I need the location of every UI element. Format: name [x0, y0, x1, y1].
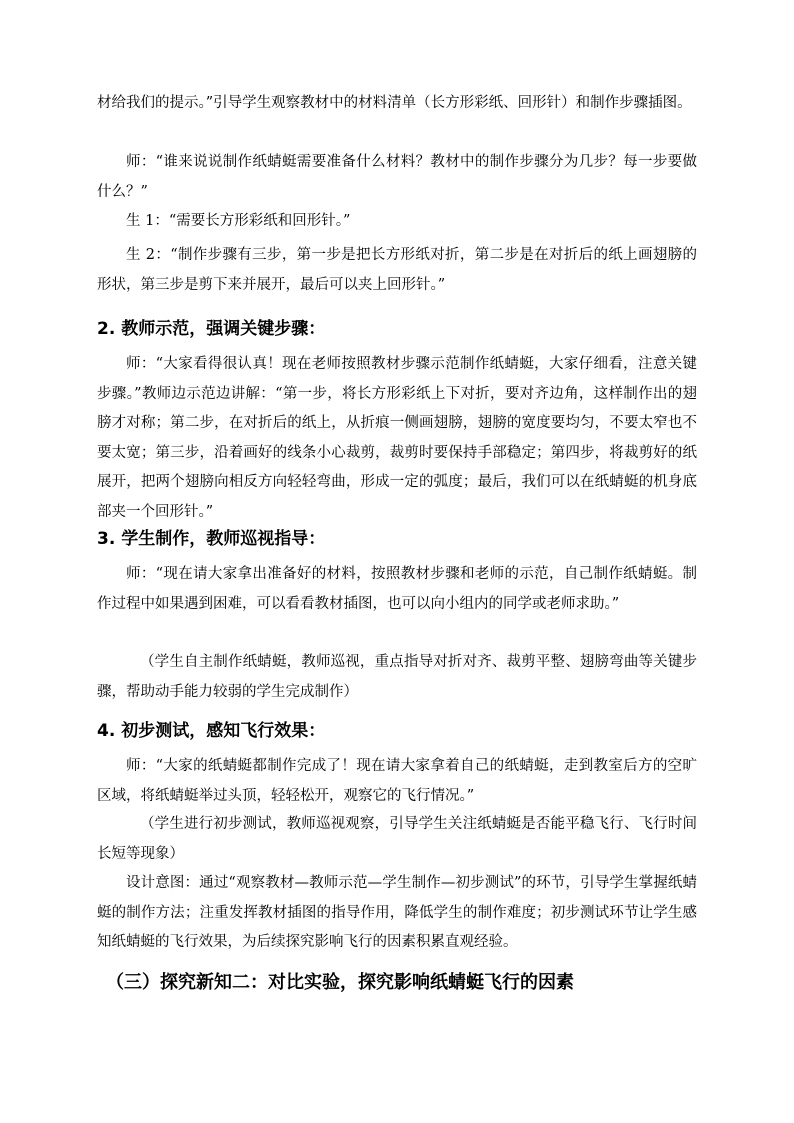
paragraph-student-making-note: （学生自主制作纸蜻蜓，教师巡视，重点指导对折对齐、裁剪平整、翅膀弯曲等关键步骤，帮助动手能力较弱的学生完成制作） [97, 654, 697, 700]
heading-initial-test: 4. 初步测试，感知飞行效果： [97, 721, 326, 741]
heading-student-making: 3. 学生制作，教师巡视指导： [97, 529, 326, 549]
paragraph-initial-test-note: （学生进行初步测试，教师巡视观察，引导学生关注纸蜻蜓是否能平稳飞行、飞行时间长短等现象） [97, 816, 697, 862]
paragraph-student-making-instructions: 师：“现在请大家拿出准备好的材料，按照教材步骤和老师的示范，自己制作纸蜻蜓。制作过程中如果遇到困难，可以看看教材插图，也可以向小组内的同学或老师求助。” [97, 566, 697, 612]
heading-teacher-demo: 2. 教师示范，强调关键步骤： [97, 319, 326, 339]
paragraph-initial-test-instructions: 师：“大家的纸蜻蜓都制作完成了！现在请大家拿着自己的纸蜻蜓，走到教室后方的空旷区域，将纸蜻蜓举过头顶，轻轻松开，观察它的飞行情况。” [97, 758, 697, 804]
paragraph-student1-answer: 生 1：“需要长方形彩纸和回形针。” [126, 213, 351, 229]
paragraph-teacher-demo: 师：“大家看得很认真！现在老师按照教材步骤示范制作纸蜻蜓，大家仔细看，注意关键步骤。”教师边示范边讲解：“第一步，将长方形彩纸上下对折，要对齐边角，这样制作出的翅膀才对称；第二步，在对折后的纸上，从折痕一侧画翅膀，翅膀的宽度要均匀，不要太窄也不要太宽；第三步，沿着画好的线条小心裁剪，裁剪时要保持手部稳定；第四步，将裁剪好的纸展开，把两个翅膀向相反方向轻轻弯曲，形成一定的弧度；最后，我们可以在纸蜻蜓的机身底部夹一个回形针。” [97, 356, 697, 520]
paragraph-teacher-question: 师：“谁来说说制作纸蜻蜓需要准备什么材料？教材中的制作步骤分为几步？每一步要做什么？” [97, 154, 697, 200]
paragraph-materials-hint: 材给我们的提示。”引导学生观察教材中的材料清单（长方形彩纸、回形针）和制作步骤插图。 [97, 95, 692, 111]
paragraph-design-intent: 设计意图：通过“观察教材—教师示范—学生制作—初步测试”的环节，引导学生掌握纸蜻蜓的制作方法；注重发挥教材插图的指导作用，降低学生的制作难度；初步测试环节让学生感知纸蜻蜓的飞行效果，为后续探究影响飞行的因素积累直观经验。 [97, 875, 697, 950]
paragraph-student2-answer: 生 2：“制作步骤有三步，第一步是把长方形纸对折，第二步是在对折后的纸上画翅膀的形状，第三步是剪下来并展开，最后可以夹上回形针。” [97, 247, 697, 293]
heading-section-three: （三）探究新知二：对比实验，探究影响纸蜻蜓飞行的因素 [106, 972, 574, 993]
